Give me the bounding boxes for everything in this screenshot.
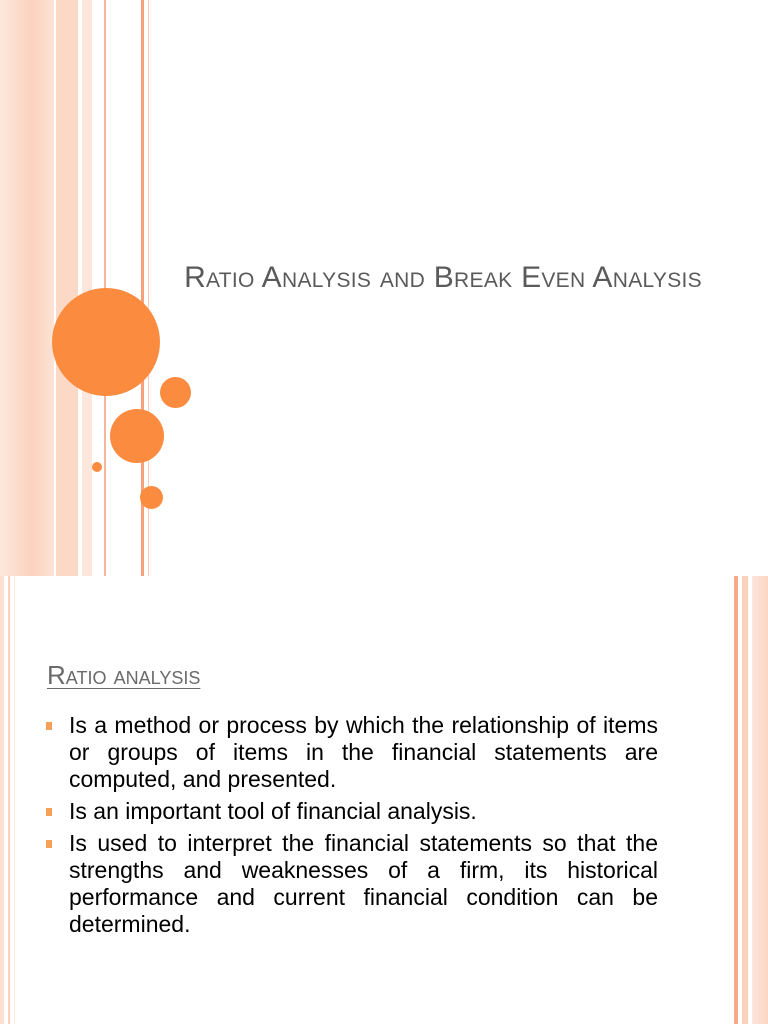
slide-title: Ratio Analysis and Break Even Analysis: [184, 261, 702, 294]
decorative-stripe: [56, 0, 78, 576]
decorative-stripe: [0, 0, 54, 576]
bullet-list: [46, 712, 658, 943]
decorative-stripe: [8, 576, 10, 1024]
square-bullet-icon: [46, 722, 52, 730]
bullet-text: Is used to interpret the financial statements so that the strengths and weaknesses of a firm, its historical performance and current financial condition can be determined.: [69, 830, 658, 937]
decorative-stripe: [752, 576, 768, 1024]
decorative-circle-large: [52, 288, 160, 396]
decorative-stripe: [0, 576, 4, 1024]
decorative-stripe: [742, 576, 748, 1024]
decorative-stripe: [14, 576, 15, 1024]
square-bullet-icon: [46, 840, 52, 848]
square-bullet-icon: [46, 808, 52, 816]
decorative-stripe: [734, 576, 738, 1024]
bullet-item: [46, 798, 658, 825]
decorative-stripe: [82, 0, 92, 576]
decorative-circle-medium: [110, 409, 164, 463]
bullet-text: Is an important tool of financial analysis.: [69, 798, 477, 824]
bullet-text: Is a method or process by which the relationship of items or groups of items in the financial statements are computed, and presented.: [69, 712, 658, 792]
slide-heading: Ratio analysis: [47, 660, 201, 690]
bullet-item: [46, 830, 658, 938]
content-slide: [0, 576, 768, 1024]
decorative-circle-small: [140, 486, 163, 509]
decorative-circle-tiny: [92, 462, 102, 472]
decorative-circle-small: [160, 377, 191, 408]
bullet-item: [46, 712, 658, 793]
